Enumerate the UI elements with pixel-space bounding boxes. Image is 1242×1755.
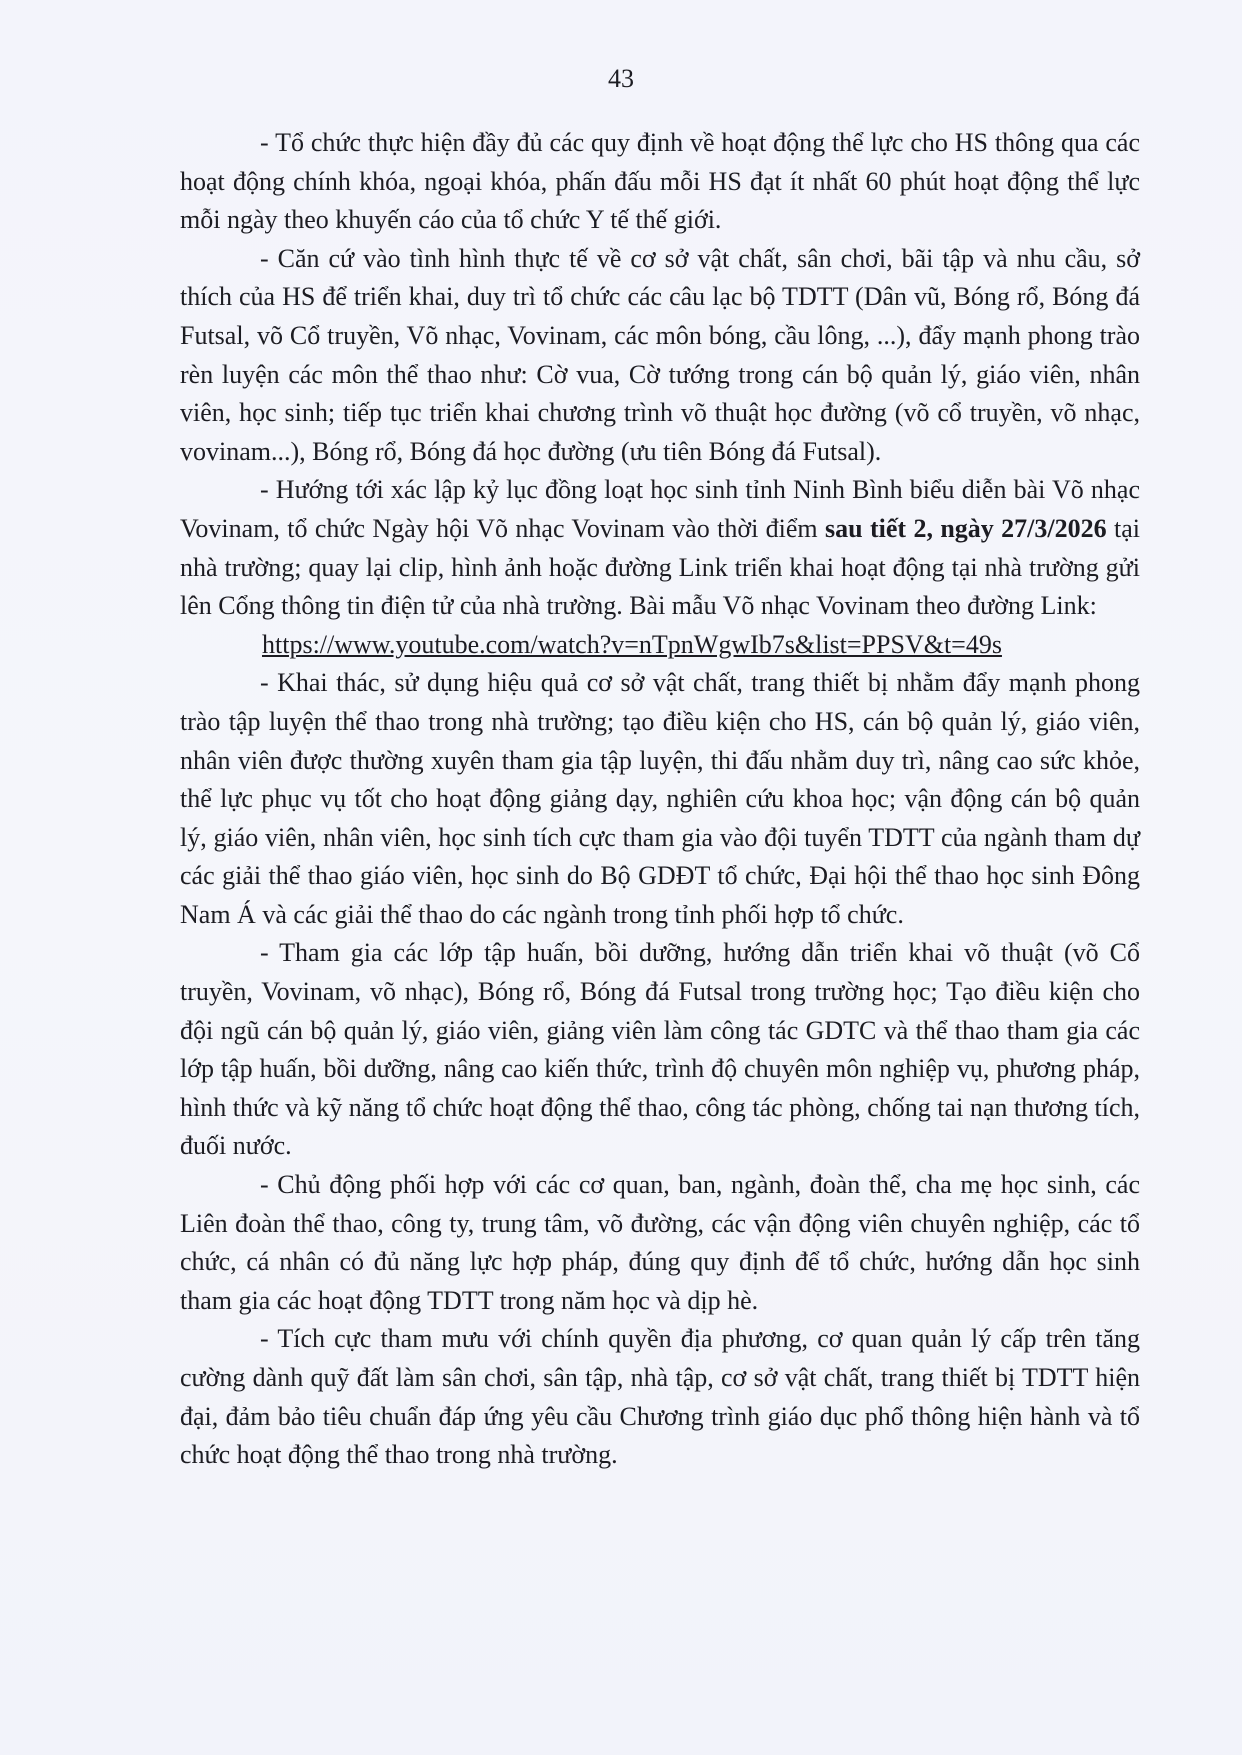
paragraph-advisory: - Tích cực tham mưu với chính quyền địa phương, cơ quan quản lý cấp trên tăng cường dành quỹ đất làm sân chơi, sân tập, nhà tập, cơ sở vật chất, trang thiết bị TDTT hiện đại, đảm bảo tiêu chuẩn đáp ứng yêu cầu Chương trình giáo dục phổ thông hiện hành và tổ chức hoạt động thể thao trong nhà trường. — [180, 1324, 1140, 1470]
document-body — [180, 124, 1140, 1475]
paragraph-cooperation: - Chủ động phối hợp với các cơ quan, ban, ngành, đoàn thể, cha mẹ học sinh, các Liên đoàn thể thao, công ty, trung tâm, võ đường, các vận động viên chuyên nghiệp, các tổ chức, cá nhân có đủ năng lực hợp pháp, đúng quy định để tổ chức, hướng dẫn học sinh tham gia các hoạt động TDTT trong năm học và dịp hè. — [180, 1170, 1140, 1315]
paragraph-vovinam-text-end: tại nhà trường; quay lại clip, hình ảnh hoặc đường Link triển khai hoạt động tại nhà trường gửi lên Cổng thông tin điện tử của nhà trường. Bài mẫu Võ nhạc Vovinam theo đường Link: — [180, 513, 1140, 621]
paragraph-physical-activity: - Tổ chức thực hiện đầy đủ các quy định về hoạt động thể lực cho HS thông qua các hoạt động chính khóa, ngoại khóa, phấn đấu mỗi HS đạt ít nhất 60 phút hoạt động thể lực mỗi ngày theo khuyến cáo của tổ chức Y tế thế giới. — [180, 128, 1140, 235]
link-line — [180, 626, 1140, 665]
paragraph-vovinam-record — [180, 471, 1140, 625]
youtube-link[interactable]: https://www.youtube.com/watch?v=nTpnWgwIb7s&list=PPSV&t=49s — [262, 629, 1002, 659]
paragraph-vovinam-text-start: - Hướng tới xác lập kỷ lục đồng loạt học sinh tỉnh Ninh Bình biểu diễn bài Võ nhạc Vovinam, tổ chức Ngày hội Võ nhạc Vovinam vào thời điểm — [180, 475, 1140, 543]
paragraph-facilities: - Khai thác, sử dụng hiệu quả cơ sở vật chất, trang thiết bị nhằm đẩy mạnh phong trào tập luyện thể thao trong nhà trường; tạo điều kiện cho HS, cán bộ quản lý, giáo viên, nhân viên được thường xuyên tham gia tập luyện, thi đấu nhằm duy trì, nâng cao sức khỏe, thể lực phục vụ tốt cho hoạt động giảng dạy, nghiên cứu khoa học; vận động cán bộ quản lý, giáo viên, nhân viên, học sinh tích cực tham gia vào đội tuyển TDTT của ngành tham dự các giải thể thao giáo viên, học sinh do Bộ GDĐT tổ chức, Đại hội thể thao học sinh Đông Nam Á và các giải thể thao do các ngành trong tỉnh phối hợp tổ chức. — [180, 668, 1140, 929]
page-number: 43 — [608, 64, 634, 93]
paragraph-sports-clubs: - Căn cứ vào tình hình thực tế về cơ sở vật chất, sân chơi, bãi tập và nhu cầu, sở thích của HS để triển khai, duy trì tổ chức các câu lạc bộ TDTT (Dân vũ, Bóng rổ, Bóng đá Futsal, võ Cổ truyền, Võ nhạc, Vovinam, các môn bóng, cầu lông, ...), đẩy mạnh phong trào rèn luyện các môn thể thao như: Cờ vua, Cờ tướng trong cán bộ quản lý, giáo viên, nhân viên, học sinh; tiếp tục triển khai chương trình võ thuật học đường (võ cổ truyền, võ nhạc, vovinam...), Bóng rổ, Bóng đá học đường (ưu tiên Bóng đá Futsal). — [180, 243, 1140, 466]
paragraph-training: - Tham gia các lớp tập huấn, bồi dưỡng, hướng dẫn triển khai võ thuật (võ Cổ truyền, Vovinam, võ nhạc), Bóng rổ, Bóng đá Futsal trong trường học; Tạo điều kiện cho đội ngũ cán bộ quản lý, giáo viên, giảng viên làm công tác GDTC và thể thao tham gia các lớp tập huấn, bồi dưỡng, nâng cao kiến thức, trình độ chuyên môn nghiệp vụ, phương pháp, hình thức và kỹ năng tổ chức hoạt động thể thao, công tác phòng, chống tai nạn thương tích, đuối nước. — [180, 938, 1140, 1161]
event-date-bold: sau tiết 2, ngày 27/3/2026 — [825, 513, 1107, 543]
